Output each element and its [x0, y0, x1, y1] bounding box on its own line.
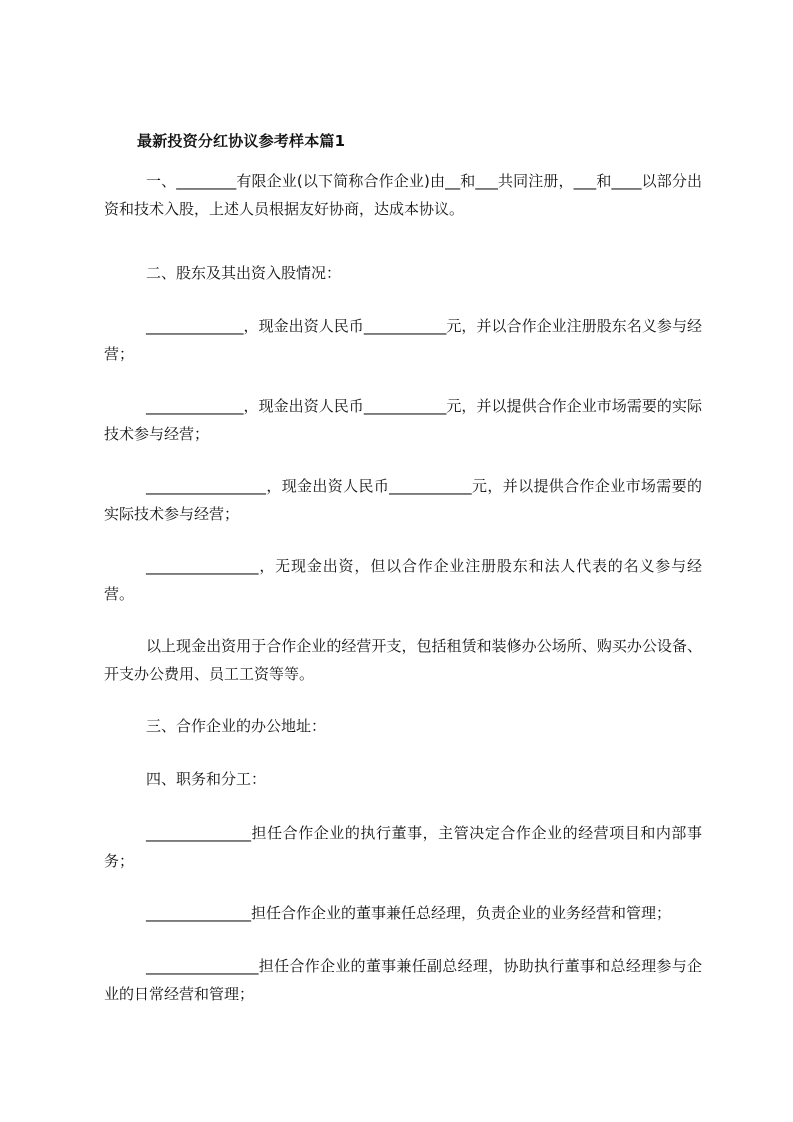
- paragraph-shareholder-4: _______________，无现金出资，但以合作企业注册股东和法人代表的名义参与经营。: [104, 557, 702, 603]
- paragraph-shareholder-2: _____________，现金出资人民币___________元，并以提供合作企业市场需要的实际技术参与经营；: [104, 397, 702, 443]
- paragraph-shareholder-3: ________________，现金出资人民币___________元，并以提供合作企业市场需要的实际技术参与经营；: [104, 477, 702, 523]
- section-heading-shareholders: 二、股东及其出资入股情况：: [146, 264, 342, 282]
- paragraph-intro: 一、________有限企业(以下简称合作企业)由__和___共同注册，___和____以部分出资和技术入股，上述人员根据友好协商，达成本协议。: [104, 172, 702, 218]
- section-heading-duties: 四、职务和分工：: [146, 770, 267, 788]
- paragraph-duty-deputy-manager: _______________担任合作企业的董事兼任副总经理，协助执行董事和总经理参与企业的日常经营和管理；: [104, 957, 702, 1003]
- document-title: 最新投资分红协议参考样本篇1: [137, 132, 346, 150]
- section-heading-office-address: 三、合作企业的办公地址：: [146, 717, 327, 735]
- paragraph-shareholder-1: _____________，现金出资人民币___________元，并以合作企业注册股东名义参与经营；: [104, 317, 702, 363]
- paragraph-capital-usage: 以上现金出资用于合作企业的经营开支，包括租赁和装修办公场所、购买办公设备、开支办公费用、员工工资等等。: [104, 637, 702, 683]
- paragraph-duty-executive-director: ______________担任合作企业的执行董事，主管决定合作企业的经营项目和内部事务；: [104, 824, 702, 870]
- paragraph-duty-general-manager: ______________担任合作企业的董事兼任总经理，负责企业的业务经营和管理；: [146, 904, 672, 922]
